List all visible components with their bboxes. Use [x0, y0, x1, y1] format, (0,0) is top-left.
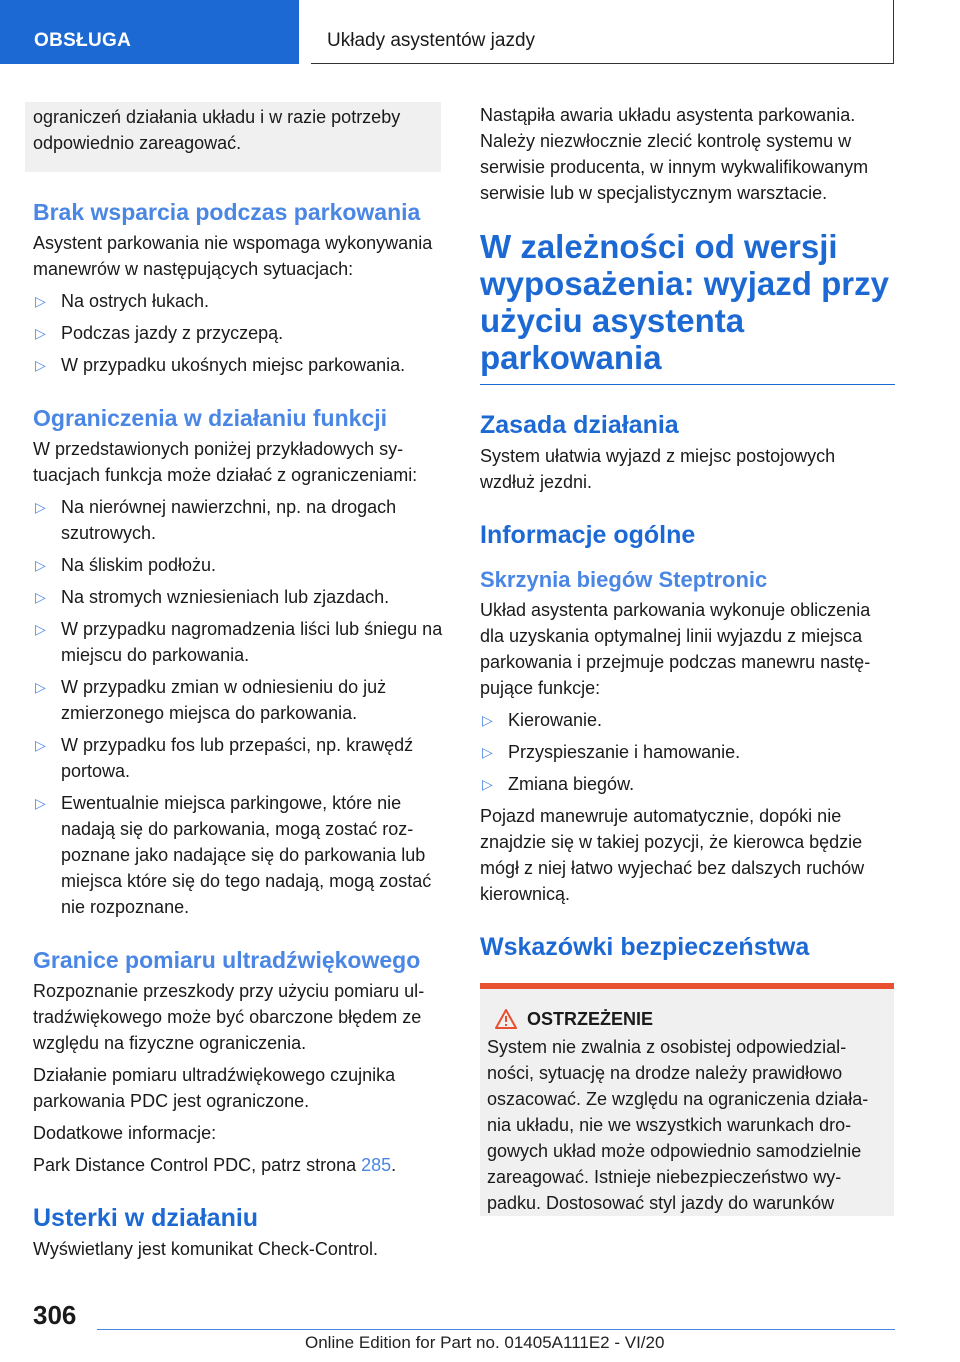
warning-text: System nie zwalnia z osobistej odpowiedzialności, sytuację na drodze należy prawidłowo oszacować. Ze względu na ograniczenia działania układu, nie we wszystkich warunkach drogowych układ może odpowiednio samodzielnie zareagować. Istnieje niebezpieczeństwo wypadku. Dostosować styl jazdy do warunków	[487, 1037, 869, 1213]
paragraph-pojazd: Pojazd manewruje automatycznie, dopóki nie znajdzie się w takiej pozycji, że kierowca będzie mógł z niej łatwo wyjechać bez dalszych ruchów kierownicą.	[480, 806, 865, 904]
heading-granice-pomiaru: Granice pomiaru ultradźwiękowego	[33, 947, 421, 973]
list-item: ▷ Zmiana biegów.	[480, 771, 895, 797]
triangle-right-icon: ▷	[35, 557, 46, 573]
heading-ograniczenia: Ograniczenia w działaniu funkcji	[33, 405, 388, 431]
triangle-right-icon: ▷	[35, 589, 46, 605]
page-link-285[interactable]: 285	[361, 1155, 392, 1175]
list-item: ▷ Na nierównej nawierzchni, np. na drogach szutrowych.	[33, 494, 448, 546]
list-item: ▷ Na ostrych łukach.	[33, 288, 448, 314]
paragraph-awaria: Nastąpiła awaria układu asystenta parkowania. Należy niezwłocznie zlecić kontrolę systemu w serwisie producenta, w innym wykwalifikowanym serwisie lub w specjalistycznym warsztacie.	[480, 105, 869, 203]
paragraph-ograniczenia: W przedstawionych poniżej przykładowych sytuacjach funkcja może działać z ograniczeniami:	[33, 439, 418, 485]
paragraph-brak: Asystent parkowania nie wspomaga wykonywania manewrów w następujących sytuacjach:	[33, 233, 433, 279]
triangle-right-icon: ▷	[35, 795, 46, 811]
list-brak	[33, 288, 448, 378]
warning-box	[480, 983, 894, 1216]
triangle-right-icon: ▷	[482, 744, 493, 760]
note-box	[25, 102, 441, 172]
paragraph-zasada: System ułatwia wyjazd z miejsc postojowych wzdłuż jezdni.	[480, 446, 836, 492]
triangle-right-icon: ▷	[35, 499, 46, 515]
heading-usterki: Usterki w działaniu	[33, 1204, 259, 1232]
paragraph-usterki: Wyświetlany jest komunikat Check-Control.	[33, 1239, 378, 1259]
list-ograniczenia	[33, 494, 448, 920]
heading-informacje: Informacje ogólne	[480, 521, 696, 549]
list-item: ▷ Na stromych wzniesieniach lub zjazdach.	[33, 584, 448, 610]
header-section-label: OBSŁUGA	[34, 30, 132, 51]
heading-zasada: Zasada działania	[480, 411, 679, 439]
list-item: ▷ Przyspieszanie i hamowanie.	[480, 739, 895, 765]
main-heading-wyjazd: W zależności od wersji wyposażenia: wyjazd przy użyciu asystenta parkowania	[480, 228, 895, 385]
list-item: ▷ Kierowanie.	[480, 707, 895, 733]
list-item: ▷ W przypadku zmian w odniesieniu do już zmierzonego miejsca do parkowania.	[33, 674, 448, 726]
heading-skrzynia: Skrzynia biegów Steptronic	[480, 567, 768, 592]
triangle-right-icon: ▷	[35, 679, 46, 695]
triangle-right-icon: ▷	[35, 293, 46, 309]
warning-triangle-icon	[495, 1009, 517, 1029]
list-item: ▷ Podczas jazdy z przyczepą.	[33, 320, 448, 346]
triangle-right-icon: ▷	[482, 712, 493, 728]
triangle-right-icon: ▷	[35, 737, 46, 753]
list-item: ▷ W przypadku nagromadzenia liści lub śniegu na miejscu do parkowania.	[33, 616, 448, 668]
triangle-right-icon: ▷	[35, 325, 46, 341]
list-item: ▷ W przypadku ukośnych miejsc parkowania.	[33, 352, 448, 378]
header-section-tab	[0, 0, 299, 64]
note-text: ograniczeń działania układu i w razie potrzeby odpowiednio zareagować.	[33, 107, 401, 153]
footer-divider	[97, 1329, 895, 1330]
right-column	[480, 102, 895, 1216]
header-chapter-box	[311, 0, 894, 64]
paragraph-granice-3: Dodatkowe informacje:	[33, 1123, 217, 1143]
paragraph-skrzynia: Układ asystenta parkowania wykonuje obliczenia dla uzyskania optymalnej linii wyjazdu z miejsca parkowania i przejmuje podczas manewru następujące funkcje:	[480, 600, 871, 698]
triangle-right-icon: ▷	[35, 357, 46, 373]
list-skrzynia	[480, 707, 895, 797]
footer-edition: Online Edition for Part no. 01405A111E2 - VI/20	[305, 1333, 665, 1352]
page-number: 306	[33, 1300, 77, 1330]
list-item: ▷ W przypadku fos lub przepaści, np. krawędź portowa.	[33, 732, 448, 784]
paragraph-granice-1: Rozpoznanie przeszkody przy użyciu pomiaru ultradźwiękowego może być obarczone błędem ze względu na fizyczne ograniczenia.	[33, 981, 425, 1053]
triangle-right-icon: ▷	[482, 776, 493, 792]
warning-title: OSTRZEŻENIE	[487, 1009, 886, 1030]
paragraph-granice-4: Park Distance Control PDC, patrz strona 285.	[33, 1155, 397, 1175]
list-item: ▷ Ewentualnie miejsca parkingowe, które nie nadają się do parkowania, mogą zostać rozpoznane jako nadające się do parkowania lub miejsca które się do tego nadają, mogą zostać nie rozpoznane.	[33, 790, 448, 920]
list-item: ▷ Na śliskim podłożu.	[33, 552, 448, 578]
heading-brak-wsparcia: Brak wsparcia podczas parkowania	[33, 199, 421, 225]
triangle-right-icon: ▷	[35, 621, 46, 637]
header-chapter-label: Układy asystentów jazdy	[327, 30, 536, 51]
left-column	[33, 102, 448, 1268]
paragraph-granice-2: Działanie pomiaru ultradźwiękowego czujnika parkowania PDC jest ograniczone.	[33, 1065, 396, 1111]
heading-wskazowki: Wskazówki bezpieczeństwa	[480, 933, 810, 961]
